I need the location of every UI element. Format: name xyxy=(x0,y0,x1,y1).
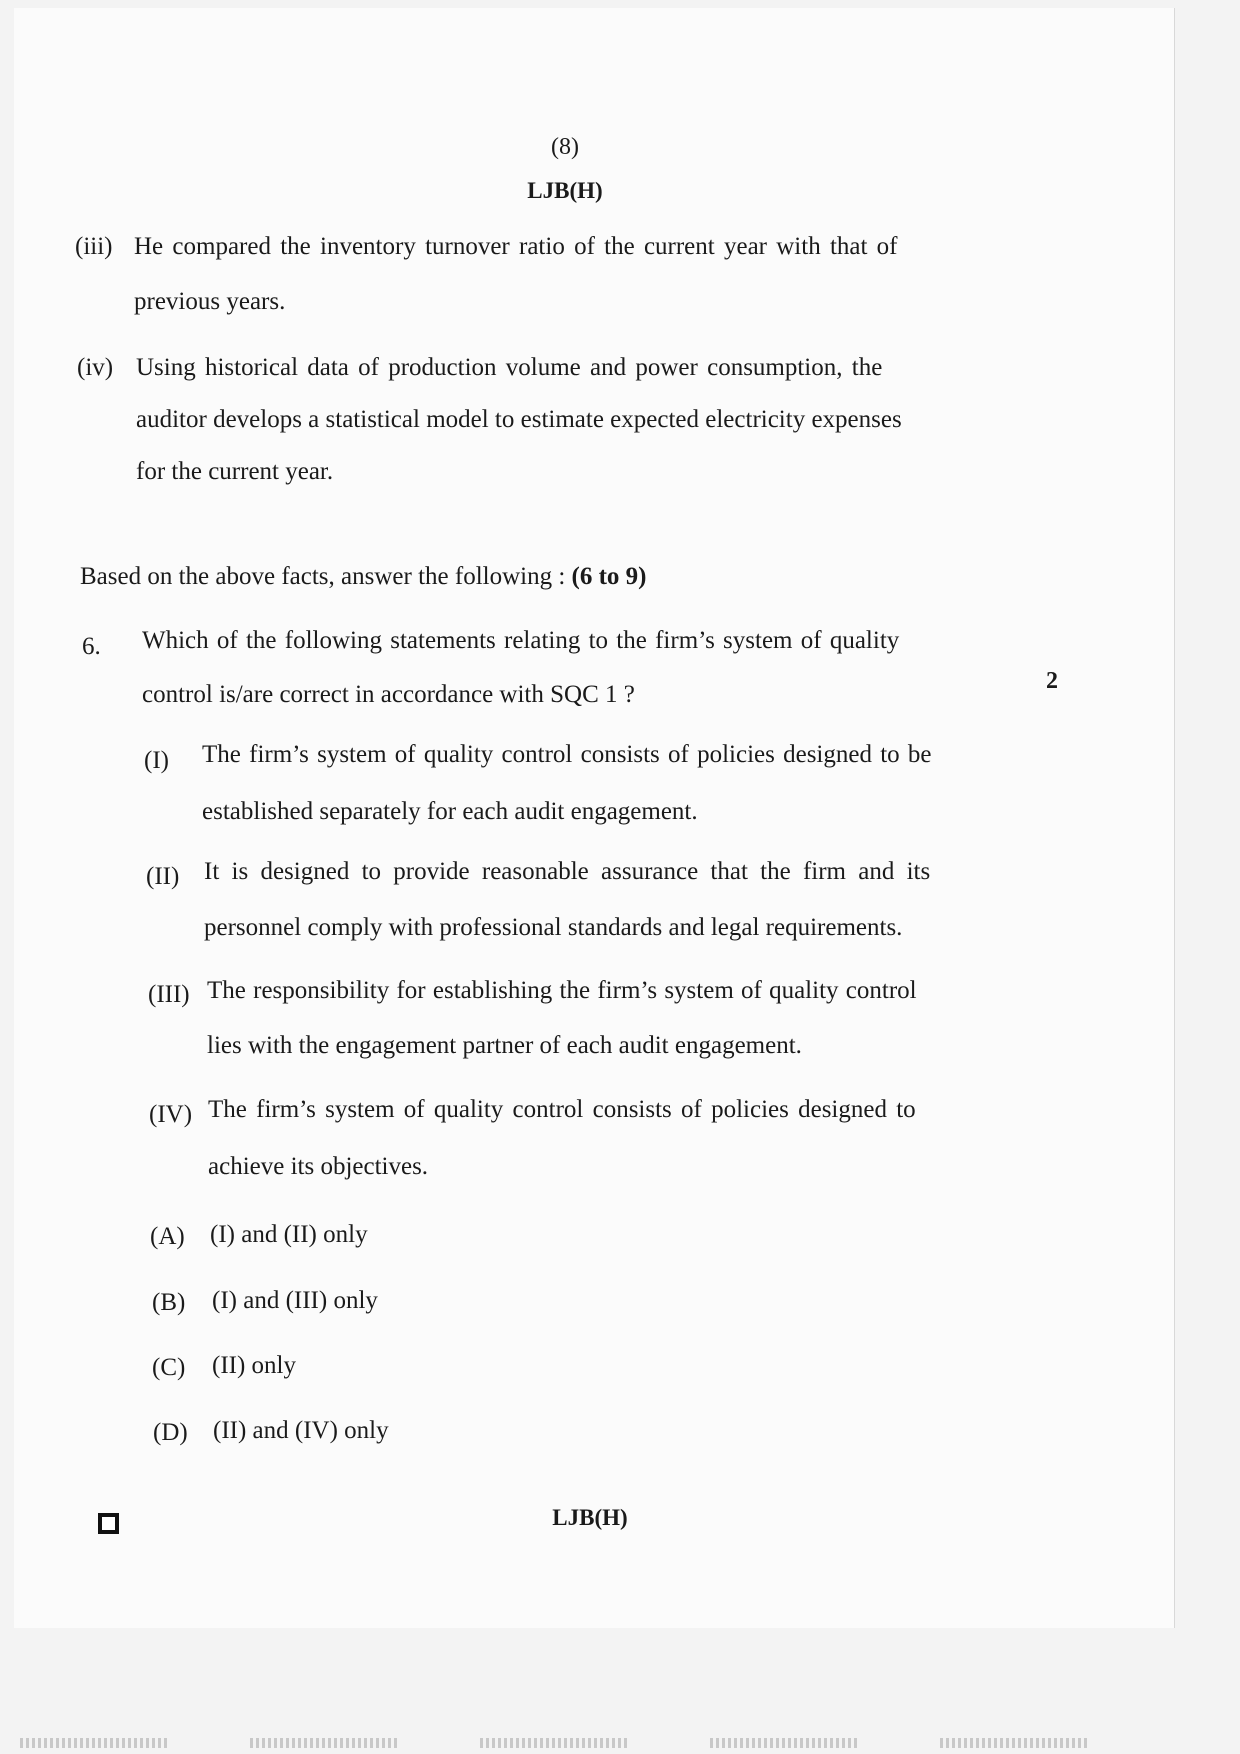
scan-artifact xyxy=(940,1738,1090,1748)
instruction-line xyxy=(80,562,647,592)
statement-ii-marker: (II) xyxy=(146,863,180,890)
statement-iii-marker: (III) xyxy=(148,981,190,1008)
item-iv-line-2: auditor develops a statistical model to estimate expected electricity expenses xyxy=(136,406,902,433)
statement-iii-line-2: lies with the engagement partner of each audit engagement. xyxy=(207,1032,802,1059)
item-iv-marker: (iv) xyxy=(77,354,114,381)
footer-code: LJB(H) xyxy=(552,1505,628,1530)
option-b-text: (I) and (III) only xyxy=(212,1287,378,1314)
option-a-marker: (A) xyxy=(150,1223,185,1250)
question-line-2: control is/are correct in accordance with SQC 1 ? xyxy=(142,681,635,708)
option-d-marker: (D) xyxy=(153,1419,188,1446)
header-code: LJB(H) xyxy=(527,178,603,203)
question-line-1: Which of the following statements relating to the firm’s system of quality xyxy=(142,627,900,654)
page-number: (8) xyxy=(551,134,579,160)
statement-i-line-1: The firm’s system of quality control consists of policies designed to be xyxy=(202,741,932,768)
scan-artifact xyxy=(710,1738,860,1748)
instruction-range: (6 to 9) xyxy=(571,563,647,590)
statement-iii-line-1: The responsibility for establishing the firm’s system of quality control xyxy=(207,977,917,1004)
option-c-marker: (C) xyxy=(152,1354,186,1381)
statement-ii-line-1: It is designed to provide reasonable assurance that the firm and its xyxy=(204,858,931,885)
statement-i-line-2: established separately for each audit engagement. xyxy=(202,798,698,825)
question-marks: 2 xyxy=(1046,668,1058,694)
statement-iv-line-1: The firm’s system of quality control consists of policies designed to xyxy=(208,1096,916,1123)
statement-iv-line-2: achieve its objectives. xyxy=(208,1153,429,1180)
option-d-text: (II) and (IV) only xyxy=(213,1417,389,1444)
option-b-marker: (B) xyxy=(152,1289,186,1316)
scan-artifact xyxy=(250,1738,400,1748)
statement-ii-line-2: personnel comply with professional standards and legal requirements. xyxy=(204,914,903,941)
scan-artifact xyxy=(20,1738,170,1748)
item-iv-line-1: Using historical data of production volume and power consumption, the xyxy=(136,354,883,381)
statement-iv-marker: (IV) xyxy=(149,1101,193,1128)
instruction-text: Based on the above facts, answer the following : xyxy=(80,563,566,590)
item-iii-line-2: previous years. xyxy=(134,288,286,315)
statement-i-marker: (I) xyxy=(144,747,169,774)
scan-artifact xyxy=(480,1738,630,1748)
option-c-text: (II) only xyxy=(212,1352,296,1379)
item-iii-line-1: He compared the inventory turnover ratio of the current year with that of xyxy=(134,233,898,260)
item-iv-line-3: for the current year. xyxy=(136,458,334,485)
question-number: 6. xyxy=(82,633,101,660)
scan-artifact-strip xyxy=(0,1730,1240,1754)
item-iii-marker: (iii) xyxy=(75,233,113,260)
option-a-text: (I) and (II) only xyxy=(210,1221,368,1248)
